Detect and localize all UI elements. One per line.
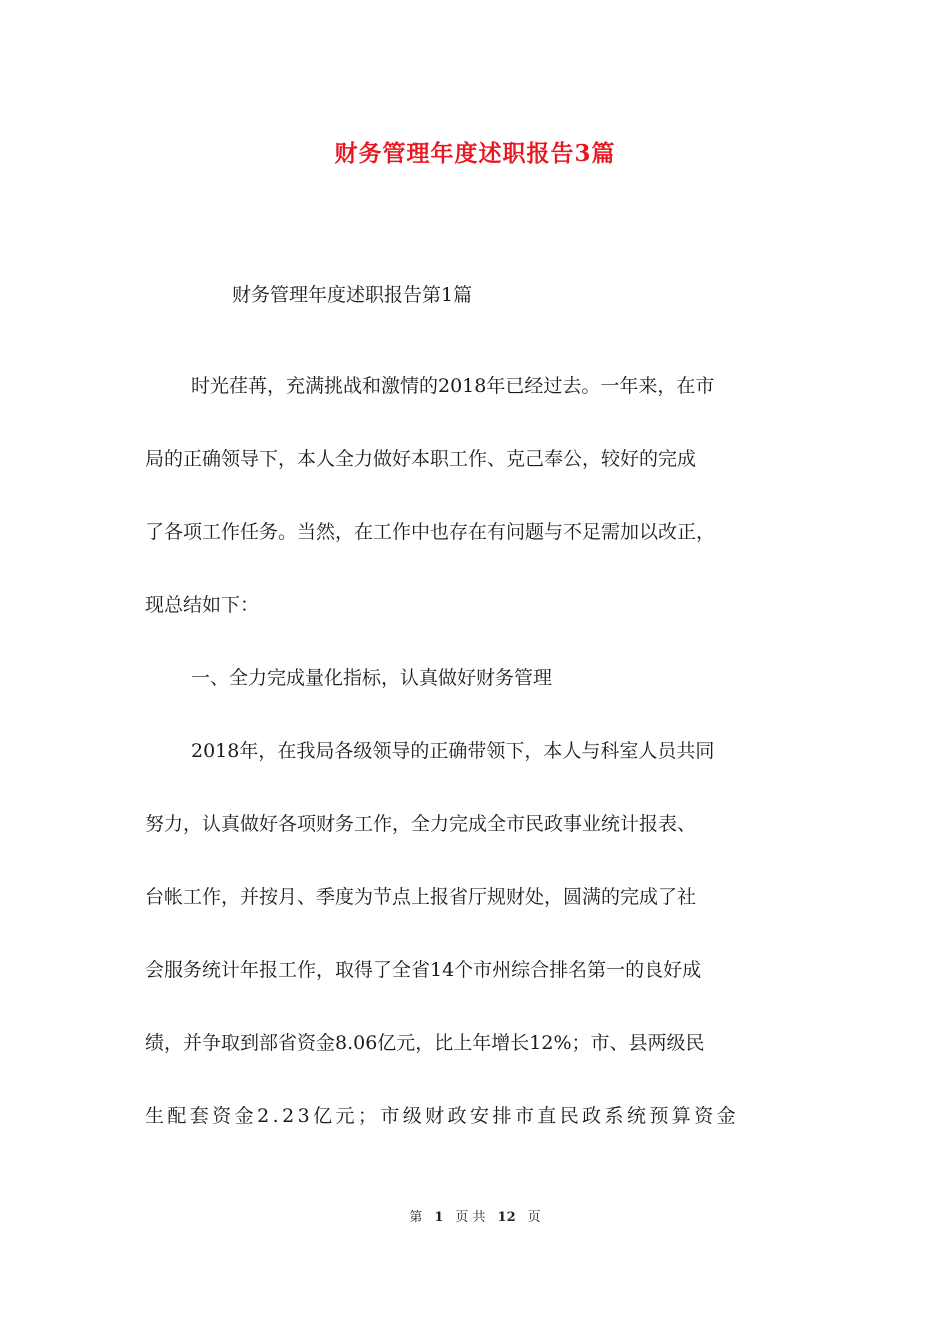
page-footer	[0, 1208, 950, 1228]
paragraph-line: 了各项工作任务。当然，在工作中也存在有问题与不足需加以改正，	[145, 521, 716, 543]
paragraph-line: 2018年，在我局各级领导的正确带领下，本人与科室人员共同	[191, 740, 715, 762]
body-text	[145, 350, 810, 1153]
document-title: 财务管理年度述职报告3篇	[334, 140, 616, 167]
footer-prefix: 第	[409, 1210, 423, 1225]
paragraph-line: 绩，并争取到部省资金8.06亿元，比上年增长12%；市、县两级民	[145, 1032, 705, 1054]
paragraph-line: 会服务统计年报工作，取得了全省14个市州综合排名第一的良好成	[145, 959, 702, 981]
paragraph-line: 台帐工作，并按月、季度为节点上报省厅规财处，圆满的完成了社	[145, 886, 697, 908]
paragraph-line: 局的正确领导下，本人全力做好本职工作、克己奉公，较好的完成	[145, 448, 697, 470]
footer-suffix: 页	[527, 1210, 541, 1225]
section-heading-line: 一、全力完成量化指标，认真做好财务管理	[191, 667, 553, 689]
paragraph-line: 现总结如下：	[145, 594, 260, 616]
paragraph-line: 时光荏苒，充满挑战和激情的2018年已经过去。一年来，在市	[191, 375, 715, 397]
paragraph-line: 生配套资金2.23亿元；市级财政安排市直民政系统预算资金	[145, 1105, 740, 1127]
footer-page-number: 1	[434, 1210, 444, 1225]
section-heading: 财务管理年度述职报告第1篇	[232, 284, 473, 306]
paragraph-line: 努力，认真做好各项财务工作，全力完成全市民政事业统计报表、	[145, 813, 697, 835]
footer-middle: 页 共	[455, 1210, 486, 1225]
footer-total-pages: 12	[497, 1210, 516, 1225]
